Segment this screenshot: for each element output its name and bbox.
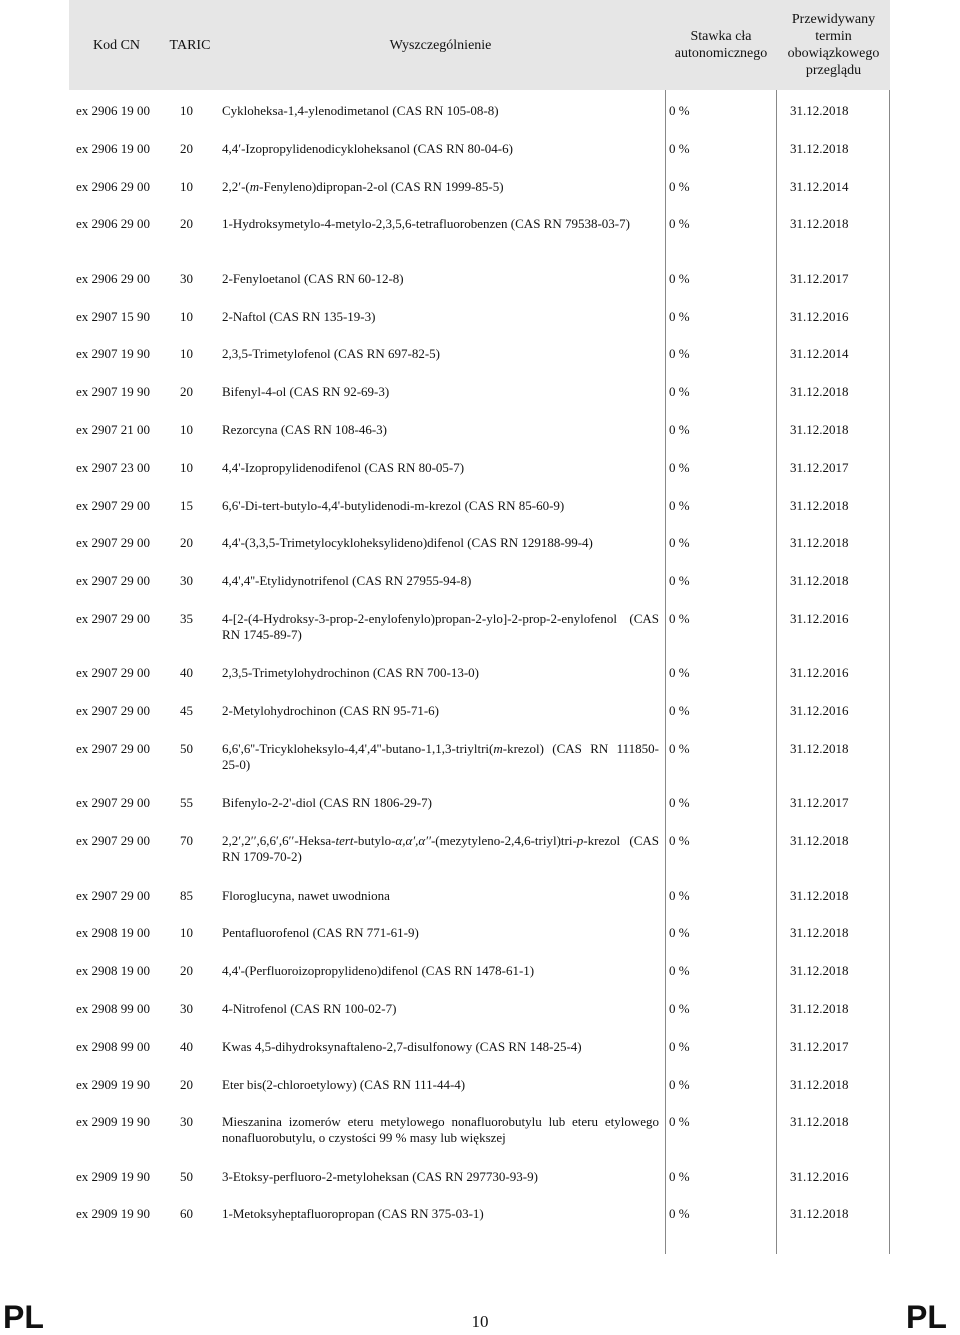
duty-rate-cell: 0 % xyxy=(669,1000,690,1016)
review-date-cell: 31.12.2018 xyxy=(790,1206,849,1222)
description-cell: 6,6'-Di-tert-butylo-4,4'-butylidenodi-m-krezol (CAS RN 85-60-9) xyxy=(222,497,565,513)
description-cell: 4,4'-(Perfluoroizopropylideno)difenol (CAS RN 1478-61-1) xyxy=(222,963,535,979)
taric-cell: 10 xyxy=(180,925,193,941)
cn-code-cell: ex 2908 19 00 xyxy=(76,963,151,979)
duty-rate-cell: 0 % xyxy=(669,665,690,681)
header-review-line2: termin xyxy=(815,29,852,44)
table-row xyxy=(69,963,890,1001)
taric-cell: 10 xyxy=(180,308,193,324)
cn-code-cell: ex 2906 19 00 xyxy=(76,103,151,118)
table-row xyxy=(69,611,890,665)
cn-code-cell: ex 2907 29 00 xyxy=(76,665,151,681)
duty-rate-cell: 0 % xyxy=(669,610,690,626)
table-row xyxy=(69,1206,890,1244)
header-review-date xyxy=(777,0,890,90)
review-date-cell: 31.12.2016 xyxy=(790,610,849,626)
description-cell: 4,4'-Izopropylidenodifenol (CAS RN 80-05-7) xyxy=(222,459,465,475)
description-cell: Eter bis(2-chloroetylowy) (CAS RN 111-44-4) xyxy=(222,1076,466,1092)
review-date-cell: 31.12.2018 xyxy=(790,1000,849,1016)
table-row xyxy=(69,665,890,703)
review-date-cell: 31.12.2017 xyxy=(790,459,849,475)
cn-code-cell: ex 2907 29 00 xyxy=(76,497,151,513)
duty-rate-cell: 0 % xyxy=(669,1168,690,1184)
cn-code-cell: ex 2907 29 00 xyxy=(76,535,151,551)
document-page xyxy=(69,0,890,1254)
cn-code-cell: ex 2906 29 00 xyxy=(76,216,151,232)
taric-cell: 30 xyxy=(180,573,193,589)
table-row xyxy=(69,795,890,833)
cn-code-cell: ex 2907 29 00 xyxy=(76,887,151,903)
column-divider xyxy=(665,90,666,1254)
header-cn-code: Kod CN xyxy=(92,37,141,53)
review-date-cell: 31.12.2018 xyxy=(790,833,849,849)
cn-code-cell: ex 2907 29 00 xyxy=(76,740,151,756)
column-divider xyxy=(776,90,777,1254)
duty-rate-cell: 0 % xyxy=(669,833,690,849)
description-cell: 3-Etoksy-perfluoro-2-metyloheksan (CAS RN 297730-93-9) xyxy=(222,1168,538,1184)
duty-rate-cell: 0 % xyxy=(669,573,690,589)
duty-rate-cell: 0 % xyxy=(669,140,690,156)
review-date-cell: 31.12.2018 xyxy=(790,103,849,118)
table-row xyxy=(69,271,890,309)
description-italic: m xyxy=(493,740,503,756)
table-row xyxy=(69,460,890,498)
description-cell: Bifenyl-4-ol (CAS RN 92-69-3) xyxy=(222,384,390,400)
table-row xyxy=(69,179,890,217)
header-review-line1: Przewidywany xyxy=(791,12,876,27)
table-row xyxy=(69,422,890,460)
taric-cell: 30 xyxy=(180,270,193,286)
taric-cell: 10 xyxy=(180,103,193,118)
cn-code-cell: ex 2907 29 00 xyxy=(76,610,151,626)
description-italic: α,α′,α′′ xyxy=(395,833,431,849)
review-date-cell: 31.12.2018 xyxy=(790,140,849,156)
review-date-cell: 31.12.2018 xyxy=(790,384,849,400)
taric-cell: 50 xyxy=(180,740,193,756)
review-date-cell: 31.12.2017 xyxy=(790,795,849,811)
review-date-cell: 31.12.2016 xyxy=(790,665,849,681)
table-row xyxy=(69,90,890,141)
taric-cell: 45 xyxy=(180,703,193,719)
duty-rate-cell: 0 % xyxy=(669,459,690,475)
description-cell: 1-Hydroksymetylo-4-metylo-2,3,5,6-tetrafluorobenzen (CAS RN 79538-03-7) xyxy=(222,216,630,232)
taric-cell: 10 xyxy=(180,459,193,475)
review-date-cell: 31.12.2018 xyxy=(790,740,849,756)
taric-cell: 60 xyxy=(180,1206,193,1222)
taric-cell: 20 xyxy=(180,140,193,156)
duty-rate-cell: 0 % xyxy=(669,963,690,979)
taric-cell: 40 xyxy=(180,1038,193,1054)
review-date-cell: 31.12.2018 xyxy=(790,1114,849,1130)
table-row xyxy=(69,1001,890,1039)
cn-code-cell: ex 2908 19 00 xyxy=(76,925,151,941)
description-cell xyxy=(216,179,665,217)
taric-cell: 30 xyxy=(180,1000,193,1016)
review-date-cell: 31.12.2018 xyxy=(790,421,849,437)
duty-rate-cell: 0 % xyxy=(669,103,690,118)
review-date-cell: 31.12.2018 xyxy=(790,1076,849,1092)
description-cell: 2-Metylohydrochinon (CAS RN 95-71-6) xyxy=(222,703,440,719)
taric-cell: 10 xyxy=(180,178,193,194)
description-cell: Pentafluorofenol (CAS RN 771-61-9) xyxy=(222,925,419,941)
description-cell: 2-Naftol (CAS RN 135-19-3) xyxy=(222,308,376,324)
table-row xyxy=(69,925,890,963)
table-row xyxy=(69,1114,890,1168)
cn-code-cell: ex 2907 19 90 xyxy=(76,346,151,362)
table-row xyxy=(69,833,890,887)
description-cell: Rezorcyna (CAS RN 108-46-3) xyxy=(222,421,387,437)
table-row xyxy=(69,216,890,270)
description-cell: 2,3,5-Trimetylohydrochinon (CAS RN 700-13-0) xyxy=(222,665,479,681)
review-date-cell: 31.12.2018 xyxy=(790,497,849,513)
duty-rate-cell: 0 % xyxy=(669,925,690,941)
duty-rate-cell: 0 % xyxy=(669,178,690,194)
language-code-right: PL xyxy=(906,1299,947,1335)
header-duty-rate xyxy=(665,0,777,90)
table-row xyxy=(69,741,890,795)
taric-cell: 15 xyxy=(180,497,193,513)
review-date-cell: 31.12.2017 xyxy=(790,270,849,286)
cn-code-cell: ex 2907 29 00 xyxy=(76,795,151,811)
header-duty-rate-line2: autonomicznego xyxy=(674,46,768,61)
duty-rate-cell: 0 % xyxy=(669,308,690,324)
cn-code-cell: ex 2909 19 90 xyxy=(76,1168,151,1184)
review-date-cell: 31.12.2017 xyxy=(790,1038,849,1054)
cn-code-cell: ex 2906 29 00 xyxy=(76,270,151,286)
taric-cell: 20 xyxy=(180,963,193,979)
header-review-line4: przeglądu xyxy=(805,63,862,78)
review-date-cell: 31.12.2018 xyxy=(790,216,849,232)
review-date-cell: 31.12.2018 xyxy=(790,887,849,903)
review-date-cell: 31.12.2018 xyxy=(790,925,849,941)
table-row xyxy=(69,309,890,347)
duty-rate-cell: 0 % xyxy=(669,740,690,756)
duty-rate-cell: 0 % xyxy=(669,346,690,362)
table-row xyxy=(69,535,890,573)
taric-cell: 20 xyxy=(180,1076,193,1092)
duty-rate-cell: 0 % xyxy=(669,535,690,551)
taric-cell: 10 xyxy=(180,421,193,437)
taric-cell: 35 xyxy=(180,610,193,626)
duty-rate-cell: 0 % xyxy=(669,1206,690,1222)
review-date-cell: 31.12.2016 xyxy=(790,1168,849,1184)
tariff-table-body xyxy=(69,90,890,1254)
cn-code-cell: ex 2909 19 90 xyxy=(76,1076,151,1092)
taric-cell: 55 xyxy=(180,795,193,811)
taric-cell: 50 xyxy=(180,1168,193,1184)
cn-code-cell: ex 2906 29 00 xyxy=(76,178,151,194)
duty-rate-cell: 0 % xyxy=(669,216,690,232)
column-divider xyxy=(889,90,890,1254)
page-number: 10 xyxy=(471,1312,489,1331)
duty-rate-cell: 0 % xyxy=(669,703,690,719)
table-row xyxy=(69,1077,890,1115)
description-cell xyxy=(216,741,665,795)
cn-code-cell: ex 2907 19 90 xyxy=(76,384,151,400)
cn-code-cell: ex 2907 29 00 xyxy=(76,833,151,849)
description-text: -krezol (CAS RN 1709-70-2) xyxy=(222,833,659,865)
cn-code-cell: ex 2907 29 00 xyxy=(76,703,151,719)
taric-cell: 30 xyxy=(180,1114,193,1130)
description-text: -(mezytyleno-2,4,6-triyl)tri- xyxy=(430,833,577,849)
duty-rate-cell: 0 % xyxy=(669,384,690,400)
review-date-cell: 31.12.2014 xyxy=(790,346,849,362)
table-row xyxy=(69,384,890,422)
taric-cell: 20 xyxy=(180,384,193,400)
taric-cell: 85 xyxy=(180,887,193,903)
table-row xyxy=(69,573,890,611)
description-cell: Mieszanina izomerów eteru metylowego nonafluorobutylu lub eteru etylowego nonafluorobutylu, o czystości 99 % masy lub większej xyxy=(222,1114,659,1146)
cn-code-cell: ex 2909 19 90 xyxy=(76,1114,151,1130)
header-duty-rate-line1: Stawka cła xyxy=(690,29,752,44)
description-italic: tert xyxy=(335,833,354,849)
taric-cell: 40 xyxy=(180,665,193,681)
duty-rate-cell: 0 % xyxy=(669,795,690,811)
description-text: 2,2′-( xyxy=(222,178,250,194)
cn-code-cell: ex 2908 99 00 xyxy=(76,1000,151,1016)
review-date-cell: 31.12.2018 xyxy=(790,535,849,551)
duty-rate-cell: 0 % xyxy=(669,1114,690,1130)
description-italic: p xyxy=(576,833,584,849)
description-text: -krezol) (CAS RN 111850-25-0) xyxy=(222,740,659,772)
description-cell: 4,4'-(3,3,5-Trimetylocykloheksylideno)difenol (CAS RN 129188-99-4) xyxy=(222,535,593,551)
description-cell: 4,4′-Izopropylidenodicykloheksanol (CAS RN 80-04-6) xyxy=(222,140,513,156)
description-text: 6,6',6''-Tricykloheksylo-4,4',4''-butano-1,1,3-triyltri( xyxy=(222,740,494,756)
table-row xyxy=(69,141,890,179)
cn-code-cell: ex 2907 23 00 xyxy=(76,459,151,475)
review-date-cell: 31.12.2018 xyxy=(790,963,849,979)
table-row xyxy=(69,1039,890,1077)
header-taric: TARIC xyxy=(169,37,211,53)
taric-cell: 70 xyxy=(180,833,193,849)
review-date-cell: 31.12.2016 xyxy=(790,308,849,324)
review-date-cell: 31.12.2016 xyxy=(790,703,849,719)
description-text: 2,2′,2′′,6,6′,6′′-Heksa- xyxy=(222,833,336,849)
description-cell: Floroglucyna, nawet uwodniona xyxy=(222,887,390,903)
duty-rate-cell: 0 % xyxy=(669,497,690,513)
cn-code-cell: ex 2907 21 00 xyxy=(76,421,151,437)
taric-cell: 20 xyxy=(180,216,193,232)
description-cell xyxy=(216,833,665,887)
duty-rate-cell: 0 % xyxy=(669,270,690,286)
table-row xyxy=(69,1169,890,1207)
language-code-left: PL xyxy=(3,1299,44,1335)
cn-code-cell: ex 2907 15 90 xyxy=(76,308,151,324)
description-cell: 2-Fenyloetanol (CAS RN 60-12-8) xyxy=(222,270,404,286)
description-cell: 1-Metoksyheptafluoropropan (CAS RN 375-03-1) xyxy=(222,1206,484,1222)
taric-cell: 10 xyxy=(180,346,193,362)
description-cell: 4,4',4''-Etylidynotrifenol (CAS RN 27955-94-8) xyxy=(222,573,472,589)
description-cell: 4-[2-(4-Hydroksy-3-prop-2-enylofenylo)propan-2-ylo]-2-prop-2-enylofenol (CAS RN 1745-89-7) xyxy=(222,610,659,642)
table-row xyxy=(69,703,890,741)
review-date-cell: 31.12.2018 xyxy=(790,573,849,589)
description-cell: Cykloheksa-1,4-ylenodimetanol (CAS RN 105-08-8) xyxy=(222,103,499,118)
cn-code-cell: ex 2906 19 00 xyxy=(76,140,151,156)
review-date-cell: 31.12.2014 xyxy=(790,178,849,194)
duty-rate-cell: 0 % xyxy=(669,1076,690,1092)
duty-rate-cell: 0 % xyxy=(669,887,690,903)
description-cell: 2,3,5-Trimetylofenol (CAS RN 697-82-5) xyxy=(222,346,440,362)
description-cell: Kwas 4,5-dihydroksynaftaleno-2,7-disulfonowy (CAS RN 148-25-4) xyxy=(222,1038,582,1054)
cn-code-cell: ex 2907 29 00 xyxy=(76,573,151,589)
cn-code-cell: ex 2908 99 00 xyxy=(76,1038,151,1054)
taric-cell: 20 xyxy=(180,535,193,551)
table-row xyxy=(69,888,890,926)
description-text: -butylo- xyxy=(353,833,396,849)
description-text: -Fenyleno)dipropan-2-ol (CAS RN 1999-85-5) xyxy=(259,178,504,194)
description-cell: 4-Nitrofenol (CAS RN 100-02-7) xyxy=(222,1000,397,1016)
description-cell: Bifenylo-2-2'-diol (CAS RN 1806-29-7) xyxy=(222,795,432,811)
duty-rate-cell: 0 % xyxy=(669,1038,690,1054)
duty-rate-cell: 0 % xyxy=(669,421,690,437)
table-header xyxy=(69,0,890,90)
header-review-line3: obowiązkowego xyxy=(787,46,880,61)
table-row xyxy=(69,346,890,384)
description-italic: m xyxy=(249,178,260,194)
table-row xyxy=(69,498,890,536)
header-description: Wyszczególnienie xyxy=(389,37,492,53)
cn-code-cell: ex 2909 19 90 xyxy=(76,1206,151,1222)
